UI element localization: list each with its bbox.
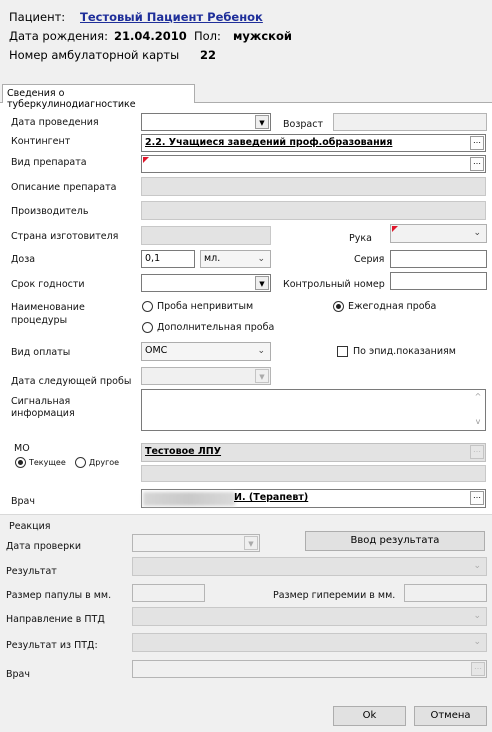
- radio-annual-label[interactable]: Ежегодная проба: [348, 301, 437, 312]
- signal-textarea[interactable]: [141, 389, 486, 431]
- calendar-dropdown-icon: ▼: [244, 536, 258, 550]
- next-date-input: [141, 367, 271, 385]
- expiry-input[interactable]: [141, 274, 271, 292]
- ptd-direction-select: [132, 607, 487, 626]
- ok-button[interactable]: Ok: [333, 706, 406, 726]
- manufacturer-field: [141, 201, 486, 220]
- ptd-result-select: [132, 633, 487, 652]
- date-input[interactable]: [141, 113, 271, 131]
- check-date-label: Дата проверки: [6, 541, 82, 552]
- doctor-browse-icon[interactable]: …: [470, 491, 484, 505]
- required-marker-icon: [143, 157, 149, 163]
- mo-field[interactable]: [141, 443, 486, 462]
- calendar-dropdown-icon: ▼: [255, 369, 269, 383]
- doctor-label: Врач: [11, 496, 35, 507]
- control-input[interactable]: [390, 272, 487, 290]
- mo-value: Тестовое ЛПУ: [145, 446, 222, 457]
- check-date-input: [132, 534, 260, 552]
- scroll-up-icon[interactable]: ^: [474, 392, 482, 401]
- sex-value: мужской: [233, 29, 292, 43]
- signal-label-line1: Сигнальная: [11, 396, 71, 407]
- calendar-dropdown-icon[interactable]: ▼: [255, 276, 269, 290]
- control-label: Контрольный номер: [283, 279, 385, 290]
- dose-unit-select[interactable]: [200, 250, 271, 268]
- procedure-label-line1: Наименование: [11, 302, 85, 313]
- redacted-name: [143, 492, 235, 506]
- contingent-value: 2.2. Учащиеся заведений проф.образования: [145, 137, 393, 148]
- required-marker-icon: [392, 226, 398, 232]
- payment-label: Вид оплаты: [11, 347, 71, 358]
- date-label: Дата проведения: [11, 117, 99, 128]
- dose-label: Доза: [11, 254, 36, 265]
- payment-value: ОМС: [145, 345, 168, 356]
- radio-unvaccinated[interactable]: [142, 301, 153, 312]
- patient-label: Пациент:: [9, 10, 66, 24]
- dob-value: 21.04.2010: [114, 29, 187, 43]
- card-value: 22: [200, 48, 217, 62]
- radio-additional-label[interactable]: Дополнительная проба: [157, 322, 275, 333]
- radio-additional[interactable]: [142, 322, 153, 333]
- country-field: [141, 226, 271, 245]
- mo-browse-icon: …: [470, 445, 484, 459]
- reaction-doctor-field: [132, 660, 487, 678]
- result-label: Результат: [6, 566, 57, 577]
- reaction-doctor-browse-icon: …: [471, 662, 485, 676]
- drug-label: Вид препарата: [11, 157, 87, 168]
- age-field: [333, 113, 487, 131]
- age-label: Возраст: [283, 119, 323, 130]
- papule-input: [132, 584, 205, 602]
- doctor-value: И. (Терапевт): [234, 492, 309, 503]
- next-date-label: Дата следующей пробы: [11, 376, 132, 387]
- chevron-down-icon: ⌄: [473, 637, 481, 647]
- divider: [0, 514, 492, 515]
- ptd-direction-label: Направление в ПТД: [6, 614, 105, 625]
- reaction-doctor-label: Врач: [6, 669, 30, 680]
- drug-field[interactable]: [141, 155, 486, 173]
- contingent-browse-icon[interactable]: …: [470, 136, 484, 150]
- radio-annual[interactable]: [333, 301, 344, 312]
- chevron-down-icon[interactable]: ⌄: [473, 228, 481, 238]
- radio-mo-current[interactable]: [15, 457, 26, 468]
- contingent-label: Контингент: [11, 136, 71, 147]
- dose-value: 0,1: [145, 253, 161, 264]
- epid-label[interactable]: По эпид.показаниям: [353, 346, 456, 357]
- hand-select[interactable]: [390, 224, 487, 243]
- tab-tuberculin-info[interactable]: Сведения о туберкулинодиагностике: [2, 84, 195, 103]
- signal-label-line2: информация: [11, 408, 75, 419]
- contingent-field[interactable]: [141, 134, 486, 152]
- chevron-down-icon[interactable]: ⌄: [257, 254, 265, 264]
- scroll-down-icon[interactable]: v: [475, 417, 481, 426]
- drug-desc-label: Описание препарата: [11, 182, 117, 193]
- hyperemia-label: Размер гиперемии в мм.: [273, 590, 396, 601]
- procedure-label-line2: процедуры: [11, 315, 68, 326]
- country-label: Страна изготовителя: [11, 231, 119, 242]
- chevron-down-icon: ⌄: [473, 611, 481, 621]
- hand-label: Рука: [349, 233, 372, 244]
- calendar-dropdown-icon[interactable]: ▼: [255, 115, 269, 129]
- radio-mo-other[interactable]: [75, 457, 86, 468]
- epid-checkbox[interactable]: [337, 346, 348, 357]
- enter-result-button[interactable]: Ввод результата: [305, 531, 485, 551]
- sex-label: Пол:: [194, 29, 221, 43]
- cancel-button[interactable]: Отмена: [414, 706, 487, 726]
- papule-label: Размер папулы в мм.: [6, 590, 112, 601]
- patient-name-link[interactable]: Тестовый Пациент Ребенок: [80, 10, 263, 24]
- payment-select[interactable]: [141, 342, 271, 361]
- dose-input[interactable]: [141, 250, 195, 268]
- mo-other-field: [141, 465, 486, 482]
- radio-unvaccinated-label[interactable]: Проба непривитым: [157, 301, 254, 312]
- ptd-result-label: Результат из ПТД:: [6, 640, 98, 651]
- doctor-field[interactable]: [141, 489, 486, 508]
- drug-desc-field: [141, 177, 486, 196]
- radio-mo-other-label[interactable]: Другое: [89, 458, 120, 467]
- card-label: Номер амбулаторной карты: [9, 48, 180, 62]
- radio-mo-current-label[interactable]: Текущее: [29, 458, 66, 467]
- expiry-label: Срок годности: [11, 279, 85, 290]
- series-input[interactable]: [390, 250, 487, 268]
- dose-unit-value: мл.: [204, 253, 221, 264]
- reaction-group-label: Реакция: [9, 521, 51, 532]
- dob-label: Дата рождения:: [9, 29, 108, 43]
- drug-browse-icon[interactable]: …: [470, 157, 484, 171]
- series-label: Серия: [354, 254, 385, 265]
- mo-label: МО: [14, 443, 30, 454]
- manufacturer-label: Производитель: [11, 206, 89, 217]
- chevron-down-icon[interactable]: ⌄: [257, 346, 265, 356]
- chevron-down-icon: ⌄: [473, 561, 481, 571]
- result-select: [132, 557, 487, 576]
- hyperemia-input: [404, 584, 487, 602]
